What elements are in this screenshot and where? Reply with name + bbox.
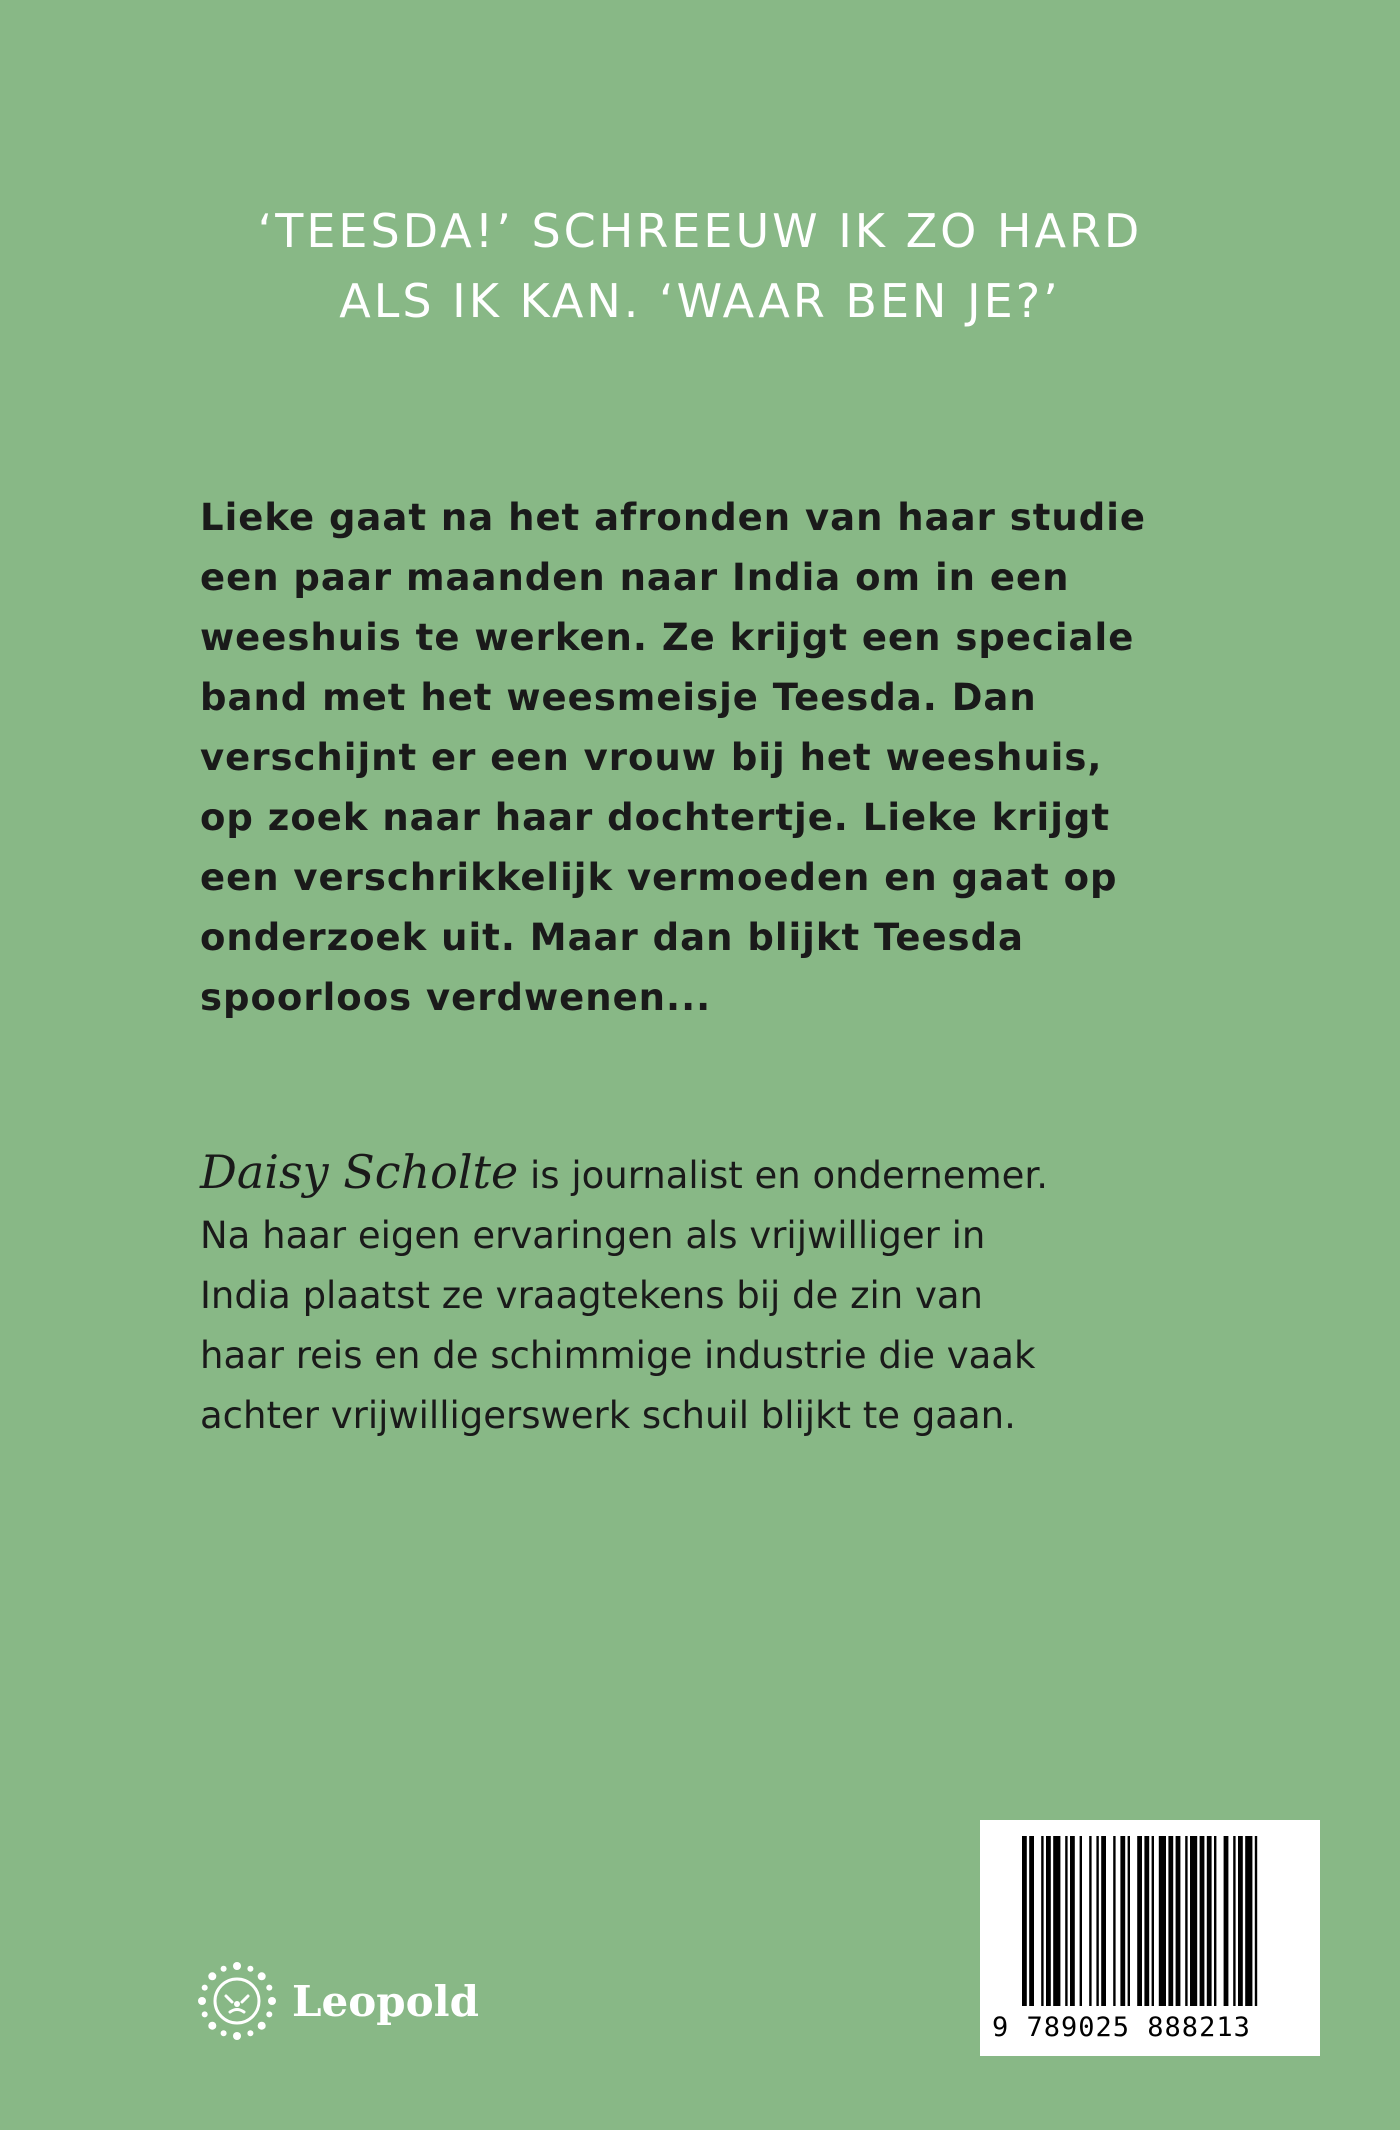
bio-line: haar reis en de schimmige industrie die vaak [200, 1334, 1036, 1377]
barcode-bar [1168, 1836, 1173, 2006]
barcode-bar [1207, 1836, 1212, 2006]
bio-first-line-text: is journalist en ondernemer. [518, 1154, 1048, 1197]
barcode-bar [1096, 1836, 1098, 2006]
tagline-line-2: ALS IK KAN. ‘WAAR BEN JE?’ [339, 274, 1061, 328]
barcode-bar [1089, 1836, 1091, 2006]
barcode-bar [1255, 1836, 1257, 2006]
publisher-name: Leopold [292, 1976, 479, 2026]
barcode-bar [1176, 1836, 1181, 2006]
barcode-bar [1113, 1836, 1115, 2006]
blurb-line: spoorloos verdwenen... [200, 976, 712, 1019]
barcode-bar [1065, 1836, 1067, 2006]
author-signature: Daisy Scholte [200, 1145, 519, 1199]
isbn-number: 9 789025 888213 [992, 2012, 1251, 2043]
barcode-bar [1101, 1836, 1106, 2006]
barcode-bar [1022, 1836, 1027, 2006]
isbn-barcode [980, 1820, 1320, 2056]
barcode-bar [1029, 1836, 1034, 2006]
barcode-bar [1159, 1836, 1166, 2006]
barcode-bar [1233, 1836, 1235, 2006]
barcode-bar [1245, 1836, 1252, 2006]
publisher-logo [196, 1960, 479, 2042]
barcode-bar [1046, 1836, 1051, 2006]
barcode-bar [1185, 1836, 1187, 2006]
barcode-bar [1041, 1836, 1043, 2006]
bio-first-line [200, 1142, 1200, 1206]
barcode-bar [1214, 1836, 1216, 2006]
back-cover-tagline [0, 196, 1400, 336]
barcode-bar [1080, 1836, 1082, 2006]
book-blurb [200, 488, 1200, 1028]
barcode-bar [1224, 1836, 1229, 2006]
tagline-line-1: ‘TEESDA!’ SCHREEUW IK ZO HARD [257, 204, 1143, 258]
blurb-line: op zoek naar haar dochtertje. Lieke krijgt [200, 796, 1111, 839]
blurb-line: band met het weesmeisje Teesda. Dan [200, 676, 1037, 719]
barcode-bar [1120, 1836, 1125, 2006]
bio-line: achter vrijwilligerswerk schuil blijkt te gaan. [200, 1394, 1016, 1437]
barcode-bar [1190, 1836, 1197, 2006]
blurb-line: een verschrikkelijk vermoeden en gaat op [200, 856, 1118, 899]
blurb-line: onderzoek uit. Maar dan blijkt Teesda [200, 916, 1025, 959]
barcode-bar [1152, 1836, 1154, 2006]
blurb-line: Lieke gaat na het afronden van haar studie [200, 496, 1147, 539]
barcode-bar [1128, 1836, 1130, 2006]
barcode-bar [1238, 1836, 1243, 2006]
blurb-line: weeshuis te werken. Ze krijgt een speciale [200, 616, 1135, 659]
bio-line: India plaatst ze vraagtekens bij de zin van [200, 1274, 983, 1317]
barcode-bar [1144, 1836, 1149, 2006]
author-bio [200, 1142, 1200, 1446]
bio-line: Na haar eigen ervaringen als vrijwilliger in [200, 1214, 986, 1257]
blurb-line: een paar maanden naar India om in een [200, 556, 1070, 599]
barcode-bar [1070, 1836, 1075, 2006]
blurb-line: verschijnt er een vrouw bij het weeshuis, [200, 736, 1103, 779]
lion-sun-icon [196, 1960, 278, 2042]
barcode-bar [1200, 1836, 1205, 2006]
barcode-bar [1053, 1836, 1060, 2006]
barcode-bar [1137, 1836, 1142, 2006]
